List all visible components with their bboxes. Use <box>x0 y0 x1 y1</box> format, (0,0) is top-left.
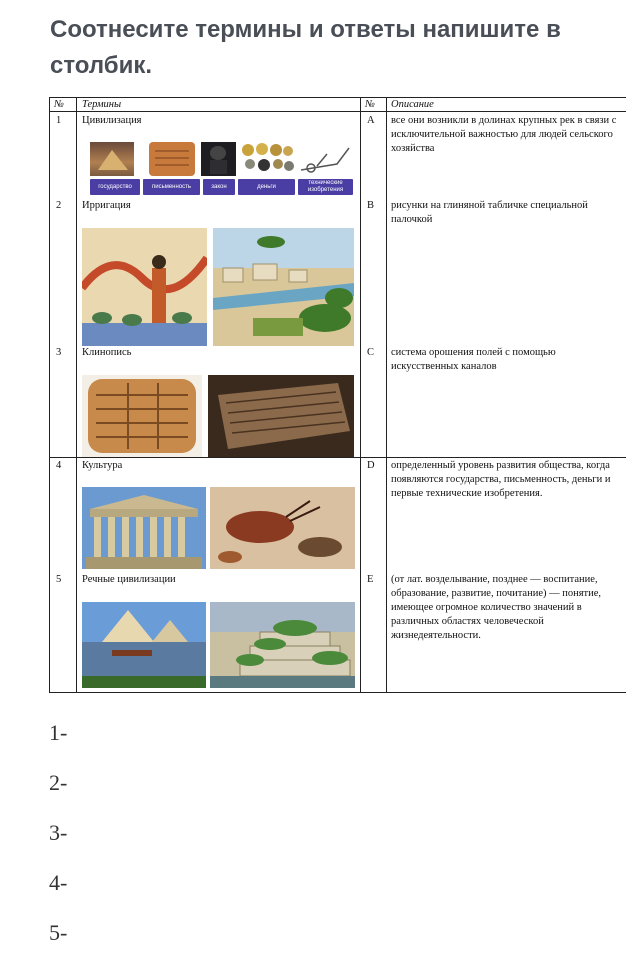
hanging-gardens-image <box>210 602 355 688</box>
task-title: Соотнесите термины и ответы напишите в столбик. <box>50 16 561 79</box>
pyramid-image <box>90 142 134 176</box>
term-label: Ирригация <box>82 200 131 211</box>
header-num-2: № <box>365 99 375 110</box>
term-label: Речные цивилизации <box>82 574 176 585</box>
answer-line-3[interactable]: 3- <box>49 820 68 845</box>
table-divider <box>50 457 626 458</box>
table-divider <box>360 98 361 692</box>
description-text: определенный уровень развития общества, когда появляются государства, письменность, деньги и первые технические изобретения. <box>391 460 611 499</box>
row-letter: E <box>367 574 374 585</box>
term-label: Клинопись <box>82 347 132 358</box>
row-number: 2 <box>56 200 62 211</box>
header-terms: Термины <box>82 99 122 110</box>
law-stele-image <box>201 142 236 176</box>
table-divider <box>50 111 626 112</box>
answer-line-1[interactable]: 1- <box>49 720 68 745</box>
description-text: рисунки на глиняной табличке специальной палочкой <box>391 200 588 225</box>
table-divider <box>386 98 387 692</box>
header-num: № <box>54 99 64 110</box>
cave-painting-image <box>210 487 355 569</box>
answer-line-5[interactable]: 5- <box>49 920 68 945</box>
tag-inventions: технические изобретения <box>298 179 353 195</box>
description-text: все они возникли в долинах крупных рек в связи с исключительной важностью для людей сельского хозяйства <box>391 115 617 154</box>
row-letter: C <box>367 347 375 358</box>
tag-money: деньги <box>238 179 295 195</box>
row-letter: B <box>367 200 375 211</box>
irrigation-village-image <box>213 228 354 346</box>
tag-law: закон <box>203 179 235 195</box>
parthenon-image <box>82 487 206 569</box>
tag-state: государство <box>90 179 140 195</box>
clay-book-image <box>208 375 354 457</box>
cuneiform-tablet-image <box>82 375 202 457</box>
row-letter: A <box>367 115 375 126</box>
answer-line-2[interactable]: 2- <box>49 770 68 795</box>
table-divider <box>76 98 77 692</box>
header-description: Описание <box>391 99 434 110</box>
row-letter: D <box>367 460 375 471</box>
coins-image <box>240 142 295 176</box>
answer-line-4[interactable]: 4- <box>49 870 68 895</box>
row-number: 5 <box>56 574 62 585</box>
description-text: (от лат. возделывание, позднее — воспитание, образование, развитие, почитание) — понятие, имеющее огромное количество значений в различных областях человеческой жизнедеятельности. <box>391 574 602 641</box>
invention-image <box>297 142 352 176</box>
matching-table <box>49 97 626 693</box>
egyptian-fresco-image <box>82 228 207 346</box>
description-text: система орошения полей с помощью искусственных каналов <box>391 347 556 372</box>
row-number: 4 <box>56 460 62 471</box>
nile-pyramids-image <box>82 602 206 688</box>
row-number: 3 <box>56 347 62 358</box>
row-number: 1 <box>56 115 62 126</box>
tag-writing: письменность <box>143 179 200 195</box>
clay-tablet-image <box>149 142 195 176</box>
term-label: Культура <box>82 460 123 471</box>
term-label: Цивилизация <box>82 115 142 126</box>
